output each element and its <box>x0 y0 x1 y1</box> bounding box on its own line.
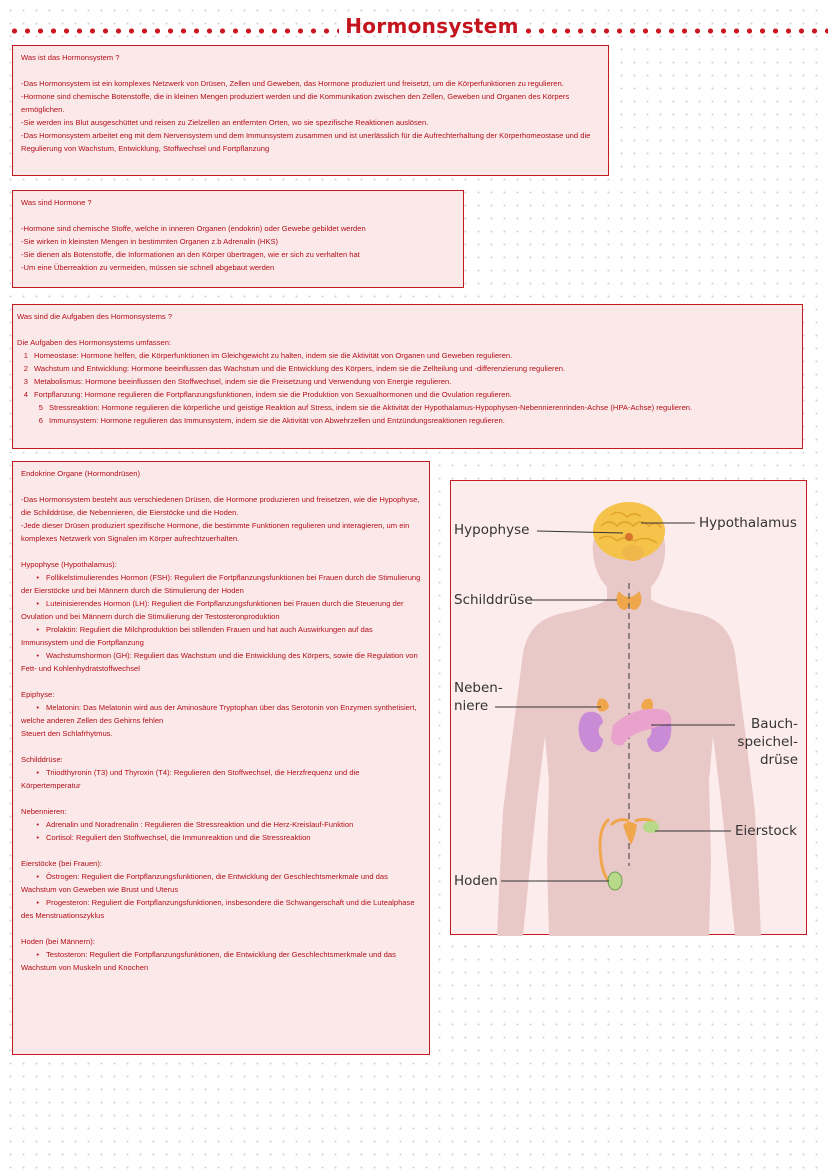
paragraph: -Hormone sind chemische Botenstoffe, die in kleinen Mengen produziert werden und die Kommunikation zwischen den Zellen, Geweben und Organen des Körpers ermöglichen. <box>21 92 570 114</box>
paragraph: -Um eine Überreaktion zu vermeiden, müssen sie schnell abgebaut werden <box>21 263 275 272</box>
section-heading: Was ist das Hormonsystem ? <box>21 53 120 62</box>
bullet-item: • Follikelstimulierendes Hormon (FSH): Reguliert die Fortpflanzungsfunktionen bei Frauen durch die Stimulierung der Eierstöcke und bei Männern durch die Stimulierung der Hoden <box>21 571 421 597</box>
paragraph: Die Aufgaben des Hormonsystems umfassen: <box>17 338 172 347</box>
label-bauch-3: drüse <box>759 752 798 768</box>
list-item: 3 Metabolismus: Hormone beeinflussen den Stoffwechsel, indem sie die Freisetzung und Verwendung von Energie regulieren. <box>23 377 452 386</box>
subheading-hoden: Hoden (bei Männern): <box>21 937 95 946</box>
list-item: 1 Homeostase: Hormone helfen, die Körperfunktionen im Gleichgewicht zu halten, indem sie die Aktivität von Organen und Geweben regulieren. <box>23 351 513 360</box>
label-eierstock: Eierstock <box>735 823 797 839</box>
section-aufgaben <box>12 304 803 449</box>
title-dots-left <box>8 28 339 34</box>
subheading-eierstoecke: Eierstöcke (bei Frauen): <box>21 859 103 868</box>
bullet-item: • Wachstumshormon (GH): Reguliert das Wachstum und die Entwicklung des Körpers, sowie die Regulation von Fett- und Kohlenhydratstoffwechsel <box>21 649 421 675</box>
bullet-item: • Luteinisierendes Hormon (LH): Reguliert die Fortpflanzungsfunktionen bei Frauen durch die Steuerung der Ovulation und bei Männern durch die Stimulierung der Testosteronproduktion <box>21 597 421 623</box>
title-row <box>0 14 828 44</box>
subheading-nebennieren: Nebennieren: <box>21 807 67 816</box>
subheading-schilddruese: Schilddrüse: <box>21 755 63 764</box>
title-dots-right <box>522 28 828 34</box>
endocrine-glands-figure <box>450 480 807 935</box>
section-heading: Was sind Hormone ? <box>21 198 92 207</box>
label-bauch-1: Bauch- <box>751 716 798 732</box>
label-nebenniere-2: niere <box>454 698 489 714</box>
label-bauch-2: speichel- <box>737 734 798 750</box>
bullet-item: • Melatonin: Das Melatonin wird aus der Aminosäure Tryptophan über das Serotonin von Enzymen synthetisiert, welche anderen Zellen des Gehirns fehlen <box>21 701 421 727</box>
subheading-hypophyse: Hypophyse (Hypothalamus): <box>21 560 117 569</box>
section-was-ist-hormonsystem <box>12 45 609 176</box>
paragraph: -Hormone sind chemische Stoffe, welche in inneren Organen (endokrin) oder Gewebe gebildet werden <box>21 224 366 233</box>
label-nebenniere-1: Neben- <box>454 680 503 696</box>
section-heading: Endokrine Organe (Hormondrüsen) <box>21 469 141 478</box>
bullet-item: • Adrenalin und Noradrenalin : Regulieren die Stressreaktion und die Herz-Kreislauf-Funktion <box>21 818 421 831</box>
bullet-item: • Östrogen: Reguliert die Fortpflanzungsfunktionen, die Entwicklung der Geschlechtsmerkmale und das Wachstum von Geweben wie Brust und Uterus <box>21 870 421 896</box>
label-hypothalamus: Hypothalamus <box>699 515 797 531</box>
bullet-item: • Progesteron: Reguliert die Fortpflanzungsfunktionen, insbesondere die Schwangerschaft und die Lutealphase des Menstruationszyklus <box>21 896 421 922</box>
bullet-item: • Triiodthyronin (T3) und Thyroxin (T4): Regulieren den Stoffwechsel, die Herzfrequenz und die Körpertemperatur <box>21 766 421 792</box>
label-schilddruese: Schilddrüse <box>454 592 533 608</box>
section-was-sind-hormone <box>12 190 464 288</box>
label-hoden: Hoden <box>454 873 498 889</box>
task-list <box>17 349 794 427</box>
bullet-item: • Testosteron: Reguliert die Fortpflanzungsfunktionen, die Entwicklung der Geschlechtsmerkmale und das Wachstum von Muskeln und Knochen <box>21 948 421 974</box>
bullet-item: • Prolaktin: Reguliert die Milchproduktion bei stillenden Frauen und hat auch Auswirkungen auf das Immunsystem und die Fortpflanzung <box>21 623 421 649</box>
label-hypophyse: Hypophyse <box>454 522 530 538</box>
page-title: Hormonsystem <box>345 14 519 38</box>
paragraph: -Sie werden ins Blut ausgeschüttet und reisen zu Zielzellen an entfernten Orten, wo sie spezifische Reaktionen auslösen. <box>21 118 429 127</box>
paragraph: -Das Hormonsystem besteht aus verschiedenen Drüsen, die Hormone produzieren und freisetzen, wie die Hypophyse, die Schilddrüse, die Nebennieren, die Eierstöcke und die Hoden. <box>21 495 420 517</box>
list-item: 4 Fortpflanzung: Hormone regulieren die Fortpflanzungsfunktionen, indem sie die Produktion von Sexualhormonen und die Ovulation regulieren. <box>23 390 512 399</box>
paragraph: -Sie wirken in kleinsten Mengen in bestimmten Organen z.b Adrenalin (HKS) <box>21 237 279 246</box>
paragraph: -Das Hormonsystem arbeitet eng mit dem Nervensystem und dem Immunsystem zusammen und ist unerlässlich für die Aufrechterhaltung der Körperhomeostase und die Regulierung von Wachstum, Entwicklung, Stoffwechsel und Fortpflanzung <box>21 131 591 153</box>
subheading-epiphyse: Epiphyse: <box>21 690 55 699</box>
paragraph: -Das Hormonsystem ist ein komplexes Netzwerk von Drüsen, Zellen und Geweben, das Hormone produziert und freisetzt, um die Körperfunktionen zu regulieren. <box>21 79 564 88</box>
list-item: 6 Immunsystem: Hormone regulieren das Immunsystem, indem sie die Aktivität von Abwehrzellen und Entzündungsreaktionen regulieren. <box>38 416 505 425</box>
list-item: 2 Wachstum und Entwicklung: Hormone beeinflussen das Wachstum und die Entwicklung des Körpers, indem sie die Zellteilung und -differenzierung regulieren. <box>23 364 566 373</box>
bullet-item: • Cortisol: Reguliert den Stoffwechsel, die Immunreaktion und die Stressreaktion <box>21 831 421 844</box>
body-illustration <box>451 481 808 936</box>
paragraph: -Jede dieser Drüsen produziert spezifische Hormone, die bestimmte Funktionen regulieren und interagieren, um ein komplexes Netzwerk von Signalen im Körper aufrechtzuerhalten. <box>21 521 410 543</box>
section-endokrine-organe <box>12 461 430 1055</box>
section-heading: Was sind die Aufgaben des Hormonsystems ? <box>17 312 173 321</box>
paragraph: -Sie dienen als Botenstoffe, die Informationen an den Körper übertragen, wie er sich zu verhalten hat <box>21 250 360 259</box>
paragraph: Steuert den Schlafrhytmus. <box>21 729 113 738</box>
list-item: 5 Stressreaktion: Hormone regulieren die körperliche und geistige Reaktion auf Stress, indem sie die Aktivität der Hypothalamus-Hypophysen-Nebennierenrinden-Achse (HPA-Achse) regulieren. <box>38 403 693 412</box>
